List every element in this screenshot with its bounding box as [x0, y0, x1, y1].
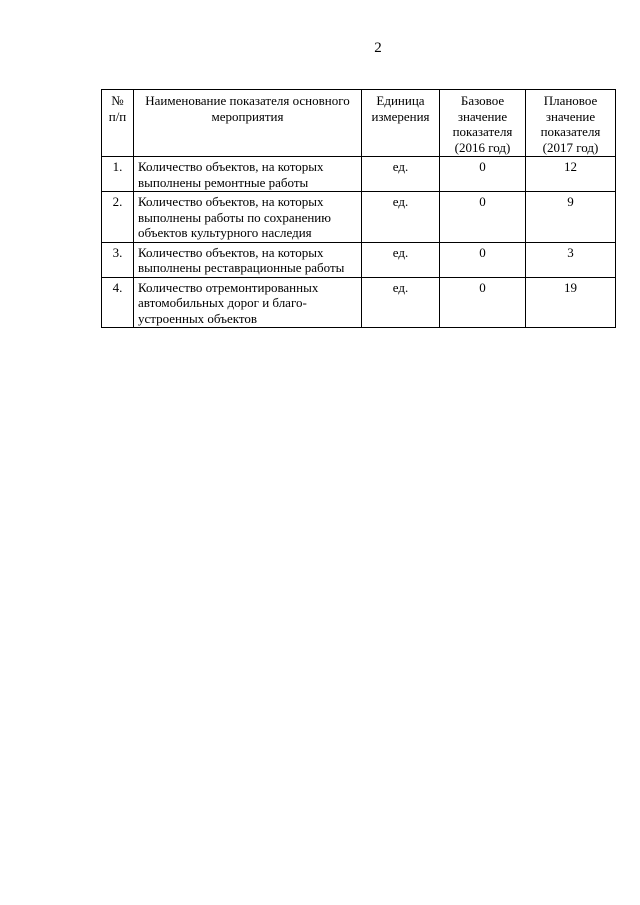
- cell-unit: ед.: [362, 157, 440, 192]
- cell-plan: 19: [526, 277, 616, 328]
- cell-base: 0: [440, 277, 526, 328]
- table-row: [102, 242, 616, 277]
- header-plan: Плановое значение показателя (2017 год): [526, 90, 616, 157]
- header-unit: Единица измерения: [362, 90, 440, 157]
- table-header-row: [102, 90, 616, 157]
- indicators-table: [101, 89, 616, 328]
- page-number: 2: [374, 40, 382, 56]
- cell-num: 2.: [102, 192, 134, 243]
- cell-unit: ед.: [362, 277, 440, 328]
- cell-name: Количество объектов, на которых выполнены ремонтные работы: [134, 157, 362, 192]
- header-name: Наименование показателя основного мероприятия: [134, 90, 362, 157]
- cell-plan: 12: [526, 157, 616, 192]
- cell-name: Количество объектов, на которых выполнены реставрационные работы: [134, 242, 362, 277]
- table-row: [102, 192, 616, 243]
- cell-num: 4.: [102, 277, 134, 328]
- cell-base: 0: [440, 157, 526, 192]
- cell-unit: ед.: [362, 192, 440, 243]
- header-num: № п/п: [102, 90, 134, 157]
- cell-name: Количество объектов, на которых выполнены работы по сохранению объектов культурного наследия: [134, 192, 362, 243]
- table-row: [102, 277, 616, 328]
- cell-num: 1.: [102, 157, 134, 192]
- cell-name: Количество отремонтированных автомобильных дорог и благоустроенных объектов: [134, 277, 362, 328]
- cell-plan: 3: [526, 242, 616, 277]
- cell-num: 3.: [102, 242, 134, 277]
- header-base: Базовое значение показателя (2016 год): [440, 90, 526, 157]
- cell-unit: ед.: [362, 242, 440, 277]
- cell-base: 0: [440, 242, 526, 277]
- cell-plan: 9: [526, 192, 616, 243]
- cell-base: 0: [440, 192, 526, 243]
- table-row: [102, 157, 616, 192]
